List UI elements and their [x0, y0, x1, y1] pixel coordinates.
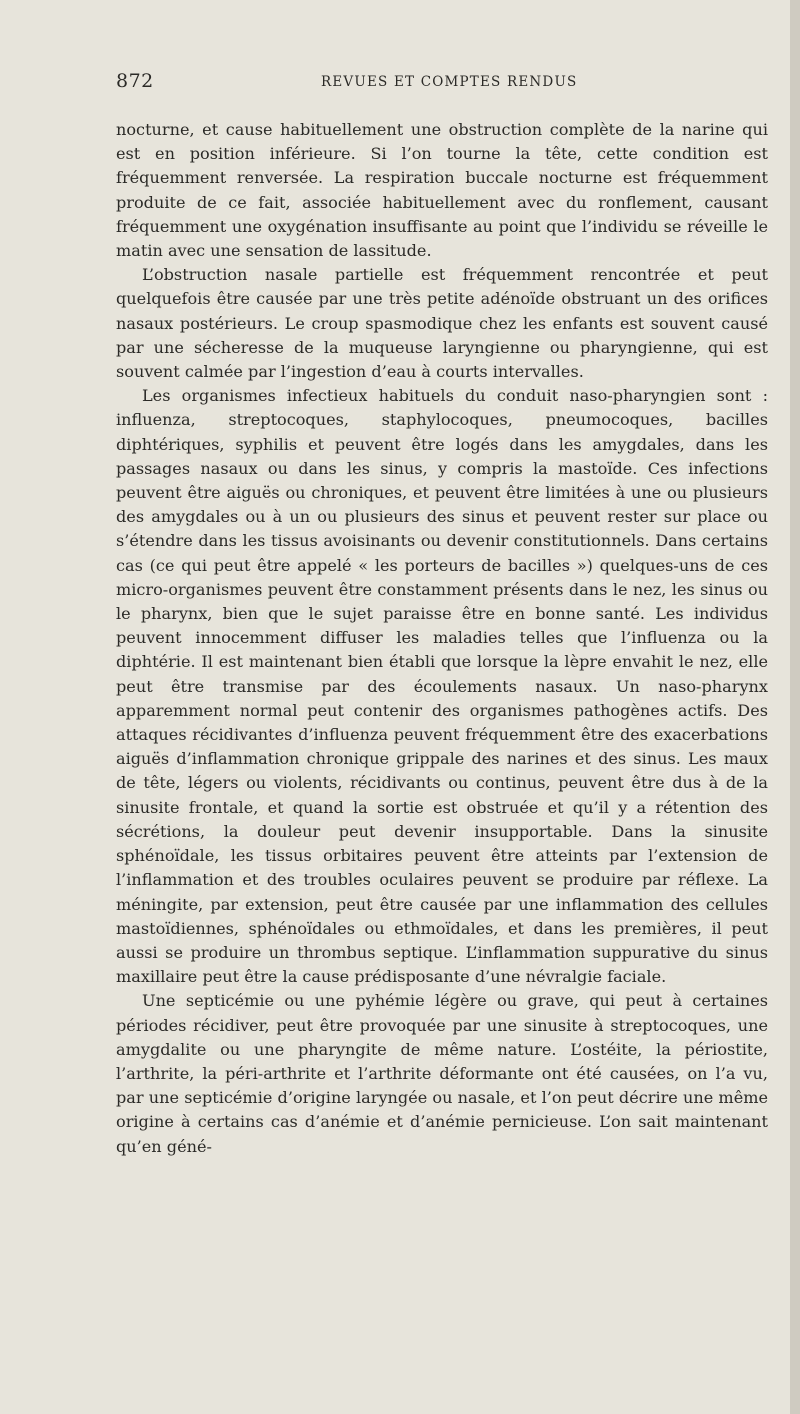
paragraph-1: nocturne, et cause habituellement une obstruction complète de la narine qui est en position inférieure. Si l’on tourne la tête, cette condition est fréquemment renversée. La respiration buccale nocturne est fréquemment produite de ce fait, associée habituellement avec du ronflement, causant fréquemment une oxygénation insuffisante au point que l’individu se réveille le matin avec une sensation de lassitude.: [116, 120, 768, 261]
paragraph-2: L’obstruction nasale partielle est fréquemment rencontrée et peut quelquefois être causée par une très petite adénoïde obstruant un des orifices nasaux postérieurs. Le croup spasmodique chez les enfants est souvent causé par une sécheresse de la muqueuse laryngienne ou pharyngienne, qui est souvent calmée par l’ingestion d’eau à courts intervalles.: [116, 265, 768, 382]
paragraph-3: Les organismes infectieux habituels du conduit naso-pharyngien sont : influenza, streptocoques, staphylocoques, pneumocoques, bacilles diphtériques, syphilis et peuvent être logés dans les amygdales, dans les passages nasaux ou dans les sinus, y compris la mastoïde. Ces infections peuvent être aiguës ou chroniques, et peuvent être limitées à une ou plusieurs des amygdales ou à un ou plusieurs des sinus et peuvent rester sur place ou s’étendre dans les tissus avoisinants ou devenir constitutionnels. Dans certains cas (ce qui peut être appelé « les porteurs de bacilles ») quelques-uns de ces micro-organismes peuvent être constamment présents dans le nez, les sinus ou le pharynx, bien que le sujet paraisse être en bonne santé. Les individus peuvent innocemment diffuser les maladies telles que l’influenza ou la diphtérie. Il est maintenant bien établi que lorsque la lèpre envahit le nez, elle peut être transmise par des écoulements nasaux. Un naso-pharynx apparemment normal peut contenir des organismes pathogènes actifs. Des attaques récidivantes d’influenza peuvent fréquemment être des exacerbations aiguës d’inflammation chronique grippale des narines et des sinus. Les maux de tête, légers ou violents, récidivants ou continus, peuvent être dus à de la sinusite frontale, et quand la sortie est obstruée et qu’il y a rétention des sécrétions, la douleur peut devenir insupportable. Dans la sinusite sphénoïdale, les tissus orbitaires peuvent être atteints par l’extension de l’inflammation et des troubles oculaires peuvent se produire par réflexe. La méningite, par extension, peut être causée par une inflammation des cellules mastoïdiennes, sphénoïdales ou ethmoïdales, et dans les premières, il peut aussi se produire un thrombus septique. L’inflammation suppurative du sinus maxillaire peut être la cause prédisposante d’une névralgie faciale.: [116, 386, 768, 987]
page-number: 872: [116, 70, 154, 92]
paragraph-4: Une septicémie ou une pyhémie légère ou grave, qui peut à certaines périodes récidiver, peut être provoquée par une sinusite à streptocoques, une amygdalite ou une pharyngite de même nature. L’ostéite, la périostite, l’arthrite, la péri-arthrite et l’arthrite déformante ont été causées, on l’a vu, par une septicémie d’origine laryngée ou nasale, et l’on peut décrire une même origine à certains cas d’anémie et d’anémie pernicieuse. L’on sait maintenant qu’en géné-: [116, 991, 768, 1156]
body-text: [116, 118, 768, 1159]
page-edge-shadow: [790, 0, 800, 1414]
running-title: REVUES ET COMPTES RENDUS: [321, 74, 578, 90]
running-head: [116, 70, 766, 100]
